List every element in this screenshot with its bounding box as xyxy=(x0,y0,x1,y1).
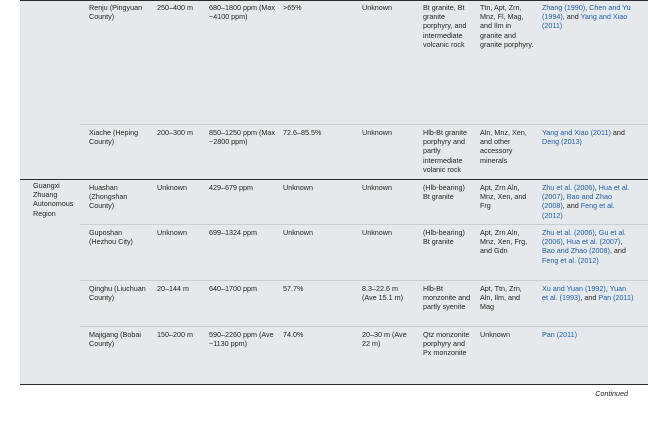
weathering-cell: Unknown xyxy=(362,3,392,12)
host-rock-cell: Hlb-Bt granite porphyry and partly intermediate volanic rock xyxy=(423,128,467,174)
reference-link[interactable]: Hua et al. (2007) xyxy=(566,237,621,247)
weathering-cell: Unknown xyxy=(362,183,392,192)
ratio-cell: 74.0% xyxy=(283,330,304,339)
reference-link[interactable]: Yuan et al. (1993) xyxy=(542,284,627,303)
minerals-cell: Apt, Zrn Aln, Mnz, Xen, Frg, and Gdn xyxy=(480,228,528,256)
deposit-name: Qinghu (Liuchuan County) xyxy=(89,284,146,303)
weathering-cell: Unknown xyxy=(362,128,392,137)
reference-separator: , and xyxy=(609,246,626,256)
thickness-cell: Unknown xyxy=(157,228,187,237)
row-divider xyxy=(80,326,648,327)
table-bottom-rule xyxy=(20,384,648,385)
reference-link[interactable]: Zhu et al. (2006) xyxy=(542,228,595,237)
reference-separator: , and xyxy=(562,201,581,211)
reference-link[interactable]: Deng (2013) xyxy=(542,137,582,147)
reference-separator: and xyxy=(610,128,625,137)
reference-separator: , xyxy=(620,237,623,247)
reference-separator: , and xyxy=(580,293,599,303)
thickness-cell: 250–400 m xyxy=(157,3,193,12)
reference-link[interactable]: Chen and Yu (1994) xyxy=(542,3,631,22)
region-label: Guangxi Zhuang Autonomous Region xyxy=(33,181,74,218)
grade-cell: 590–2260 ppm (Ave ~1130 ppm) xyxy=(209,330,274,349)
thickness-cell: 20–144 m xyxy=(157,284,189,293)
deposit-name: Renju (Pingyuan County) xyxy=(89,3,143,22)
thickness-cell: 150–200 m xyxy=(157,330,193,339)
reference-link[interactable]: Bao and Zhao (2008) xyxy=(542,246,610,256)
grade-cell: 640–1700 ppm xyxy=(209,284,257,293)
reference-link[interactable]: Zhang (1990) xyxy=(542,3,586,12)
weathering-cell: 8.3–22.6 m (Ave 15.1 m) xyxy=(362,284,404,303)
deposit-name: Guposhan (Hezhou City) xyxy=(89,228,133,247)
thickness-cell: 200–300 m xyxy=(157,128,193,137)
minerals-cell: Ttn, Apt, Zrn, Mnz, Fl, Mag, and Ilm in granite and granite porphyry. xyxy=(480,3,534,49)
reference-link[interactable]: Feng et al. (2012) xyxy=(542,255,599,265)
deposit-name: Xiache (Heping County) xyxy=(89,128,139,147)
reference-separator: , xyxy=(562,237,567,247)
ratio-cell: 57.7% xyxy=(283,284,304,293)
reference-separator: , xyxy=(562,192,567,202)
row-divider xyxy=(80,124,648,125)
reference-link[interactable]: Yang and Xiao (2011) xyxy=(542,128,611,137)
weathering-cell: Unknown xyxy=(362,228,392,237)
reference-link[interactable]: Gu et al. (2006) xyxy=(542,228,626,247)
row-divider xyxy=(80,224,648,225)
grade-cell: 429–679 ppm xyxy=(209,183,253,192)
ratio-cell: >65% xyxy=(283,3,302,12)
host-rock-cell: Hlb-Bt monzonite and partly syenite xyxy=(423,284,471,312)
grade-cell: 680–1800 ppm (Max ~4100 ppm) xyxy=(209,3,275,22)
host-rock-cell: (Hlb-bearing) Bt granite xyxy=(423,183,465,202)
grade-cell: 850–1250 ppm (Max ~2800 ppm) xyxy=(209,128,275,147)
references-cell xyxy=(542,183,634,220)
reference-link[interactable]: Pan (2011) xyxy=(598,293,634,303)
references-cell xyxy=(542,3,634,31)
region-divider xyxy=(20,179,648,180)
references-cell xyxy=(542,330,634,339)
row-divider xyxy=(80,280,648,281)
continued-label: Continued xyxy=(595,389,628,398)
references-cell xyxy=(542,128,634,146)
thickness-cell: Unknown xyxy=(157,183,187,192)
minerals-cell: Apt, Ttn, Zrn, Aln, Ilm, and Mag xyxy=(480,284,522,312)
minerals-cell: Unknown xyxy=(480,330,510,339)
reference-link[interactable]: Hua et al. (2007) xyxy=(542,183,630,202)
deposit-name: Huashan (Zhongshan County) xyxy=(89,183,128,211)
reference-link[interactable]: Pan (2011) xyxy=(542,330,578,339)
reference-separator: , xyxy=(594,228,599,237)
reference-separator: , xyxy=(585,3,590,12)
minerals-cell: Aln, Mnz, Xen, and other accessory minerals xyxy=(480,128,527,165)
host-rock-cell: (Hlb-bearing) Bt granite xyxy=(423,228,465,247)
reference-separator: , xyxy=(594,183,599,192)
grade-cell: 699–1324 ppm xyxy=(209,228,257,237)
reference-separator: , and xyxy=(562,12,581,22)
reference-link[interactable]: Bao and Zhao (2008) xyxy=(542,192,612,211)
reference-link[interactable]: Yang and Xiao (2011) xyxy=(542,12,628,31)
references-cell xyxy=(542,284,634,302)
deposit-name: Majigang (Bobai County) xyxy=(89,330,141,349)
host-rock-cell: Bt granite, Bt granite porphyry, and intermediate volcanic rock xyxy=(423,3,467,49)
ratio-cell: 72.6–85.5% xyxy=(283,128,322,137)
ratio-cell: Unknown xyxy=(283,183,313,192)
minerals-cell: Apt, Zrn Aln, Mnz, Xen, and Frg xyxy=(480,183,527,211)
reference-link[interactable]: Feng et al. (2012) xyxy=(542,201,615,220)
reference-link[interactable]: Xu and Yuan (1992) xyxy=(542,284,606,293)
ratio-cell: Unknown xyxy=(283,228,313,237)
weathering-cell: 20–30 m (Ave 22 m) xyxy=(362,330,407,349)
table-top-rule xyxy=(20,0,648,1)
reference-separator: , xyxy=(605,284,610,293)
references-cell xyxy=(542,228,634,265)
host-rock-cell: Qtz monzonite porphyry and Px monzonite xyxy=(423,330,470,358)
reference-link[interactable]: Zhu et al. (2006) xyxy=(542,183,595,192)
